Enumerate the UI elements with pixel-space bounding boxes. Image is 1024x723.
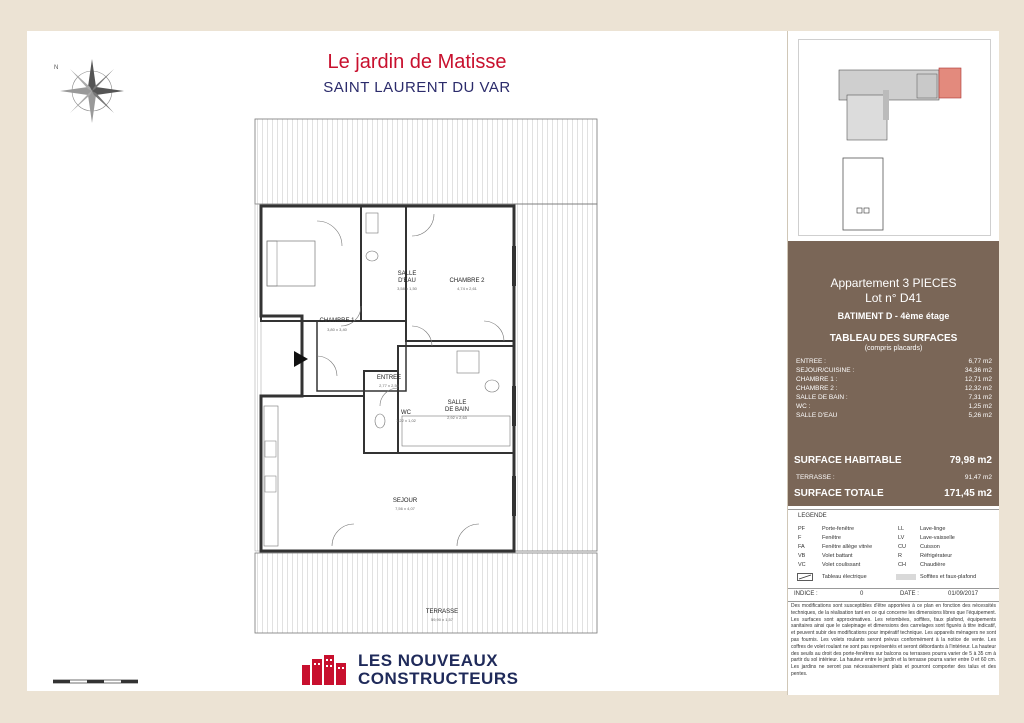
indice-label: INDICE : (794, 591, 818, 597)
legend-text: Réfrigérateur (920, 553, 953, 559)
room-salle-bain-dim: 2,92 x 2,63 (447, 415, 467, 420)
surface-value: 5,26 m2 (968, 412, 992, 419)
floor-plan (252, 116, 602, 636)
surface-value: 12,32 m2 (964, 385, 992, 392)
legend-code: VC (798, 562, 806, 568)
room-chambre2-dim: 4,74 x 2,61 (457, 286, 477, 291)
apartment-type: Appartement 3 PIECES (830, 276, 957, 290)
electrical-panel-icon (797, 573, 813, 581)
total-value: 171,45 m2 (944, 488, 992, 499)
building-logo-icon (300, 653, 352, 687)
terrasse-label: TERRASSE : (796, 474, 835, 481)
surface-label: SALLE DE BAIN : (796, 394, 848, 401)
room-sejour-dim: 7,56 x 4,07 (395, 506, 415, 511)
habitable-label: SURFACE HABITABLE (794, 455, 902, 466)
surface-label: SEJOUR/CUISINE : (796, 367, 855, 374)
surface-label: CHAMBRE 2 : (796, 385, 838, 392)
legend (788, 509, 999, 588)
logo-line2: CONSTRUCTEURS (358, 669, 519, 688)
room-salle-eau-label: SALLE D'EAU (397, 271, 417, 284)
legend-text: Fenêtre allège vitrée (822, 544, 873, 550)
terrasse-value: 91,47 m2 (964, 474, 992, 481)
building-floor: BATIMENT D - 4ème étage (837, 311, 950, 321)
brand-logo (300, 651, 560, 691)
project-title: Le jardin de Matisse (327, 51, 507, 73)
room-terrasse-label: TERRASSE (425, 609, 459, 615)
scale-bar (53, 677, 138, 685)
legend-code: FA (798, 544, 805, 550)
site-minimap (798, 39, 991, 236)
legend-code: R (898, 553, 902, 559)
room-chambre1-dim: 3,80 x 3,40 (327, 327, 347, 332)
surface-value: 1,25 m2 (968, 403, 992, 410)
legend-code: LL (898, 526, 905, 532)
surface-value: 12,71 m2 (964, 376, 992, 383)
surface-label: SALLE D'EAU (796, 412, 838, 419)
room-chambre1-label: CHAMBRE 1 (319, 318, 355, 324)
total-label: SURFACE TOTALE (794, 488, 884, 499)
legend-code: F (798, 535, 802, 541)
revision-row (788, 588, 999, 602)
info-panel (787, 31, 999, 695)
room-entree-label: ENTREE (376, 375, 402, 381)
apartment-lot: Lot n° D41 (865, 291, 922, 305)
legend-soffites: Soffites et faux-plafond (920, 574, 977, 580)
room-salle-eau-dim: 3,58 x 1,50 (397, 286, 417, 291)
disclaimer-notes: Des modifications sont susceptibles d'être apportées à ce plan en fonction des nécessités techniques, de la réalisation tant en ce qui concerne les dimensions libres que l'équipement. Les surfaces sont approximatives. Les retombées, soffites, faux plafond, équipements sanitaires ainsi que le calepinage et dimensions des carrelages sont figurés à titre indicatif, et peuvent subir des modifications pour impératif technique. Les appareils ménagers ne sont pas fournis. Les volets roulants seront prévus conformément à la notice de vente. Les coffres de volet roulant ne sont pas représentés et seront débordants à l'intérieur. La hauteur des seuils au droit des porte-fenêtres sur balcons ou terrasses pourra varier de 5 à 35 cm à partir du sol intérieur. La hauteur entre le jardin et la terrasse pourra varier entre 0 et 60 cm. Les jardins ne seront pas nécessairement plats et pourront comporter des talus et des pentes. (791, 603, 996, 677)
plan-sheet (27, 31, 787, 691)
project-location: SAINT LAURENT DU VAR (323, 79, 511, 96)
soffite-swatch (896, 574, 916, 580)
legend-text: Volet coulissant (822, 562, 861, 568)
legend-text: Volet battant (822, 553, 853, 559)
surfaces-table-subtitle: (compris placards) (864, 345, 923, 352)
room-chambre2-label: CHAMBRE 2 (449, 278, 485, 284)
legend-text: Porte-fenêtre (822, 526, 855, 532)
surface-label: CHAMBRE 1 : (796, 376, 838, 383)
surface-label: ENTREE : (796, 358, 826, 365)
date-label: DATE : (900, 591, 919, 597)
legend-code: LV (898, 535, 905, 541)
indice-value: 0 (860, 591, 864, 597)
surface-value: 7,31 m2 (968, 394, 992, 401)
legend-text: Chaudière (920, 562, 946, 568)
surface-label: WC : (796, 403, 811, 410)
legend-text: Lave-vaisselle (920, 535, 955, 541)
room-wc-label: WC (401, 410, 411, 416)
room-sejour-label: SEJOUR (392, 498, 418, 504)
room-wc-dim: 1,22 x 1,02 (396, 418, 416, 423)
surface-value: 34,36 m2 (964, 367, 992, 374)
legend-title: LEGENDE (798, 513, 827, 519)
legend-code: PF (798, 526, 806, 532)
room-terrasse-dim: 59,90 x 1,57 (430, 617, 454, 622)
legend-code: CU (898, 544, 906, 550)
legend-code: CH (898, 562, 906, 568)
surfaces-table-title: TABLEAU DES SURFACES (829, 333, 958, 344)
logo-line1: LES NOUVEAUX (358, 651, 499, 670)
legend-text: Cuisson (920, 544, 940, 550)
site-plan-thumbnail (799, 40, 990, 235)
surface-value: 6,77 m2 (968, 358, 992, 365)
room-salle-bain-label: SALLE DE BAIN (444, 400, 469, 413)
legend-text: Fenêtre (822, 535, 841, 541)
habitable-value: 79,98 m2 (949, 455, 992, 466)
compass-rose-icon (52, 51, 132, 131)
surfaces-box (788, 241, 999, 506)
svg-text:N: N (54, 65, 59, 71)
legend-tableau: Tableau électrique (822, 574, 867, 580)
legend-text: Lave-linge (920, 526, 946, 532)
room-entree-dim: 2,77 x 2,56 (379, 383, 399, 388)
date-value: 01/09/2017 (948, 591, 979, 597)
legend-code: VB (798, 553, 806, 559)
